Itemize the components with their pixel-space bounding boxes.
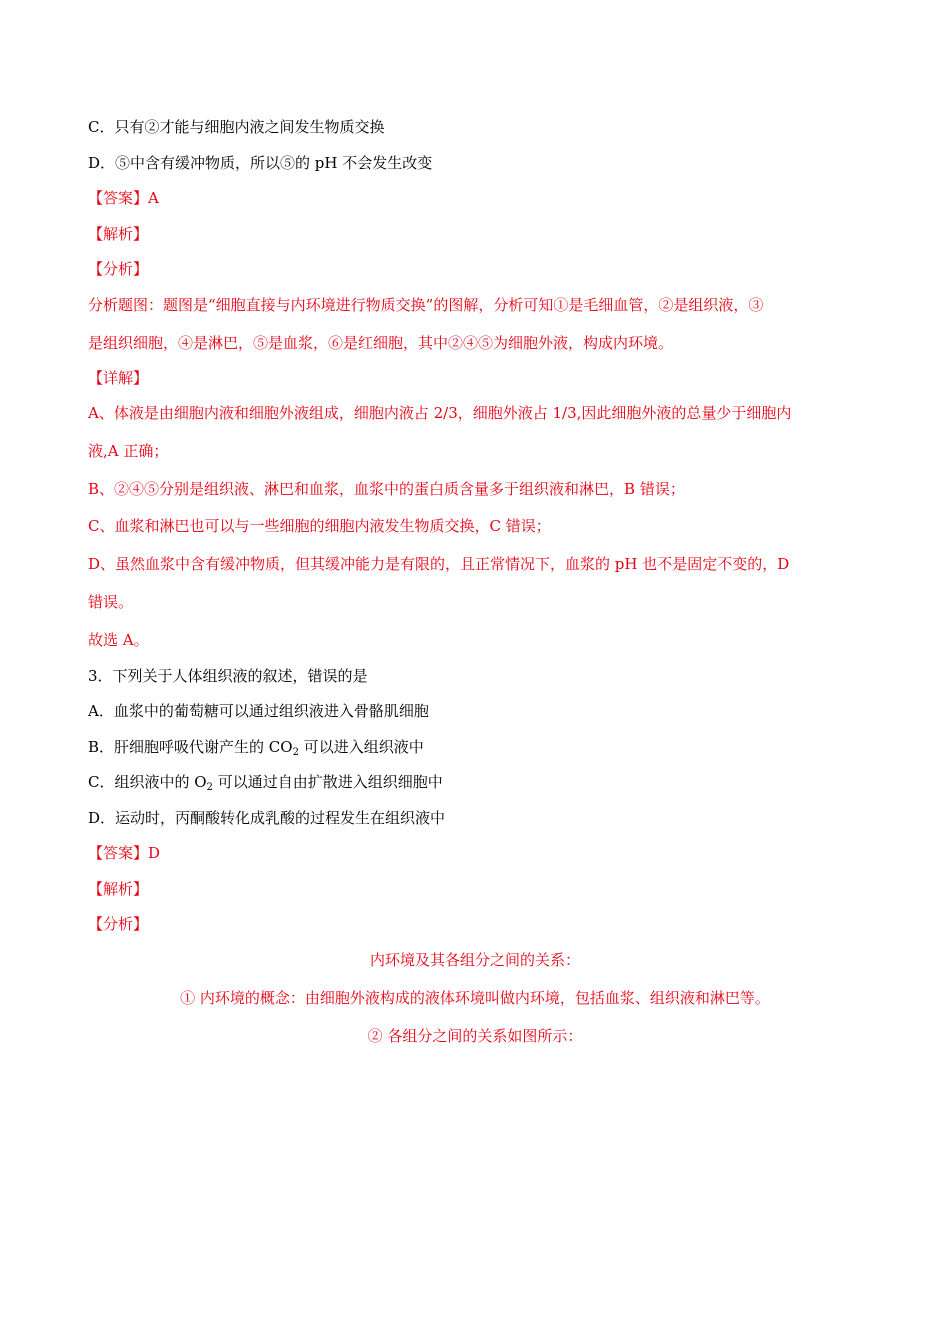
q2-conclusion: 故选 A。	[88, 631, 149, 649]
q2-detail-c: C、血浆和淋巴也可以与一些细胞的细胞内液发生物质交换，C 错误；	[88, 517, 551, 535]
q3-center-line1: 内环境及其各组分之间的关系：	[369, 951, 580, 969]
q3-fenxi-heading: 【分析】	[88, 915, 149, 933]
q2-answer: 【答案】A	[88, 189, 159, 207]
q2-detail-b: B、②④⑤分别是组织液、淋巴和血浆，血浆中的蛋白质含量多于组织液和淋巴，B 错误；	[88, 480, 685, 498]
q2-detail-d-line2: 错误。	[88, 593, 134, 611]
q3-option-b-subscript: 2	[292, 747, 299, 758]
q3-option-c-pre: C．组织液中的 O	[88, 773, 207, 791]
q3-question: 3．下列关于人体组织液的叙述，错误的是	[88, 667, 368, 685]
q3-option-d: D．运动时，丙酮酸转化成乳酸的过程发生在组织液中	[88, 809, 446, 827]
q2-option-c: C．只有②才能与细胞内液之间发生物质交换	[88, 118, 385, 136]
q3-option-b-post: 可以进入组织液中	[298, 738, 424, 756]
q3-answer: 【答案】D	[88, 844, 161, 862]
q2-option-d: D．⑤中含有缓冲物质，所以⑤的 pH 不会发生改变	[88, 154, 433, 172]
q3-center-line3: ② 各组分之间的关系如图所示：	[367, 1027, 583, 1045]
q3-option-b	[88, 737, 863, 757]
q3-option-b-pre: B．肝细胞呼吸代谢产生的 CO	[88, 738, 293, 756]
q2-xiangjie-heading: 【详解】	[88, 369, 149, 387]
q3-option-c-post: 可以通过自由扩散进入组织细胞中	[212, 773, 443, 791]
q3-jiexi-heading: 【解析】	[88, 880, 149, 898]
q2-detail-a-line2: 液,A 正确；	[88, 442, 169, 460]
q3-option-c	[88, 772, 863, 792]
q2-fenxi-text-line2: 是组织细胞，④是淋巴，⑤是血浆，⑥是红细胞，其中②④⑤为细胞外液，构成内环境。	[88, 334, 674, 352]
q3-center-line2: ① 内环境的概念：由细胞外液构成的液体环境叫做内环境，包括血浆、组织液和淋巴等。	[180, 989, 770, 1007]
q2-fenxi-text-line1: 分析题图：题图是“细胞直接与内环境进行物质交换”的图解，分析可知①是毛细血管，②是组织液，③	[88, 296, 764, 314]
q2-jiexi-heading: 【解析】	[88, 225, 149, 243]
q2-detail-a-line1: A、体液是由细胞内液和细胞外液组成，细胞内液占 2/3，细胞外液占 1/3,因此细胞外液的总量少于细胞内	[88, 404, 792, 422]
q3-option-a: A．血浆中的葡萄糖可以通过组织液进入骨骼肌细胞	[88, 702, 429, 720]
q2-fenxi-heading: 【分析】	[88, 260, 149, 278]
q3-option-c-subscript: 2	[206, 782, 213, 793]
q2-detail-d-line1: D、虽然血浆中含有缓冲物质，但其缓冲能力是有限的，且正常情况下，血浆的 pH 也不是固定不变的，D	[88, 555, 790, 573]
